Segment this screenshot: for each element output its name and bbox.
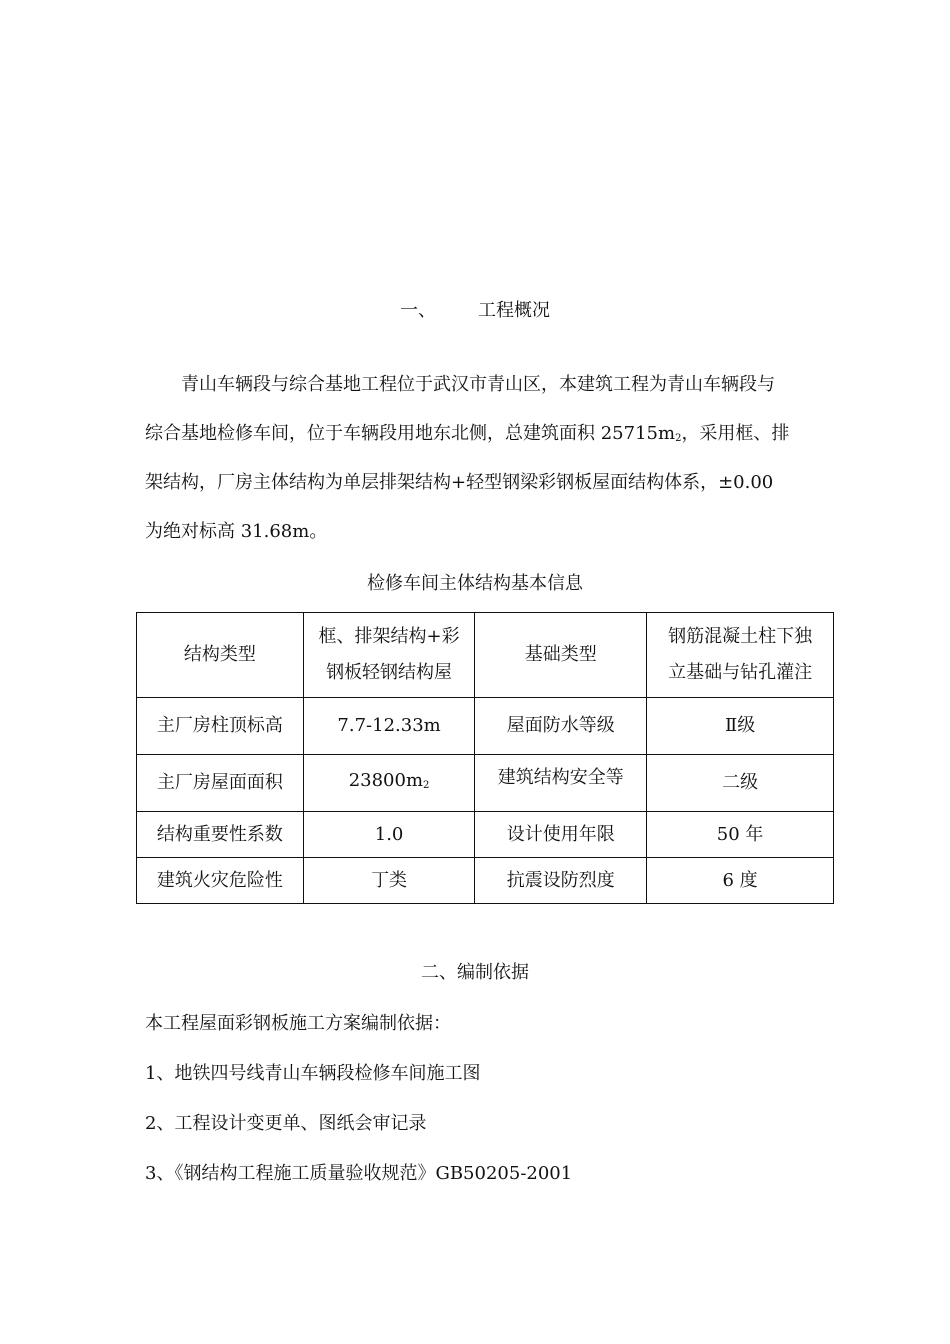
table-cell-label: 设计使用年限 (475, 812, 647, 858)
table-cell-label: 结构类型 (137, 613, 304, 698)
table-row (137, 613, 834, 698)
section1-heading (0, 298, 950, 324)
section2-intro: 本工程屋面彩钢板施工方案编制依据： (145, 1013, 451, 1034)
paragraph-line: 综合基地检修车间，位于车辆段用地东北侧，总建筑面积 $25715m_2$，采用框、排 (145, 423, 790, 444)
paragraph-line: 青山车辆段与综合基地工程位于武汉市青山区，本建筑工程为青山车辆段与 (181, 374, 775, 395)
table-title: 检修车间主体结构基本信息 (367, 573, 583, 594)
table-cell-label: 建筑结构安全等 (475, 755, 647, 812)
paragraph-line: 为绝对标高 31.68m。 (145, 521, 328, 542)
table-cell-value: 1.0 (303, 812, 475, 858)
table-cell-value: 6 度 (647, 858, 834, 904)
table-cell-label: 建筑火灾危险性 (137, 858, 304, 904)
table-cell-value: 丁类 (303, 858, 475, 904)
table-cell-value: 钢筋混凝土柱下独 立基础与钻孔灌注 (647, 613, 834, 698)
table-cell-label: 主厂房屋面面积 (137, 755, 304, 812)
section1-paragraph (145, 360, 825, 556)
table-cell-value: 二级 (647, 755, 834, 812)
list-item: 1、地铁四号线青山车辆段检修车间施工图 (145, 1063, 481, 1084)
list-item: 2、工程设计变更单、图纸会审记录 (145, 1113, 427, 1134)
table-cell-value: $23800m_2$ (303, 755, 475, 812)
paragraph-line: 架结构，厂房主体结构为单层排架结构+轻型钢梁彩钢板屋面结构体系，±0.00 (145, 472, 774, 493)
section2-list (145, 1011, 825, 1211)
superscript-area-unit: 2 (675, 433, 682, 444)
section1-number: 一、 (400, 300, 436, 321)
list-item: 3、《钢结构工程施工质量验收规范》GB50205-2001 (145, 1163, 573, 1184)
table-cell-label: 主厂房柱顶标高 (137, 698, 304, 755)
section2-heading: 二、编制依据 (421, 962, 529, 983)
table-cell-label: 结构重要性系数 (137, 812, 304, 858)
table-row (137, 858, 834, 904)
structure-info-table (136, 612, 834, 904)
table-cell-value: 50 年 (647, 812, 834, 858)
table-cell-value: 框、排架结构+彩 钢板轻钢结构屋 (303, 613, 475, 698)
section1-title: 工程概况 (478, 300, 550, 321)
table-cell-label: 抗震设防烈度 (475, 858, 647, 904)
table-cell-value: Ⅱ级 (647, 698, 834, 755)
table-row (137, 698, 834, 755)
table-cell-label: 屋面防水等级 (475, 698, 647, 755)
table-cell-value: 7.7-12.33m (303, 698, 475, 755)
table-row (137, 755, 834, 812)
table-cell-label: 基础类型 (475, 613, 647, 698)
table-row (137, 812, 834, 858)
